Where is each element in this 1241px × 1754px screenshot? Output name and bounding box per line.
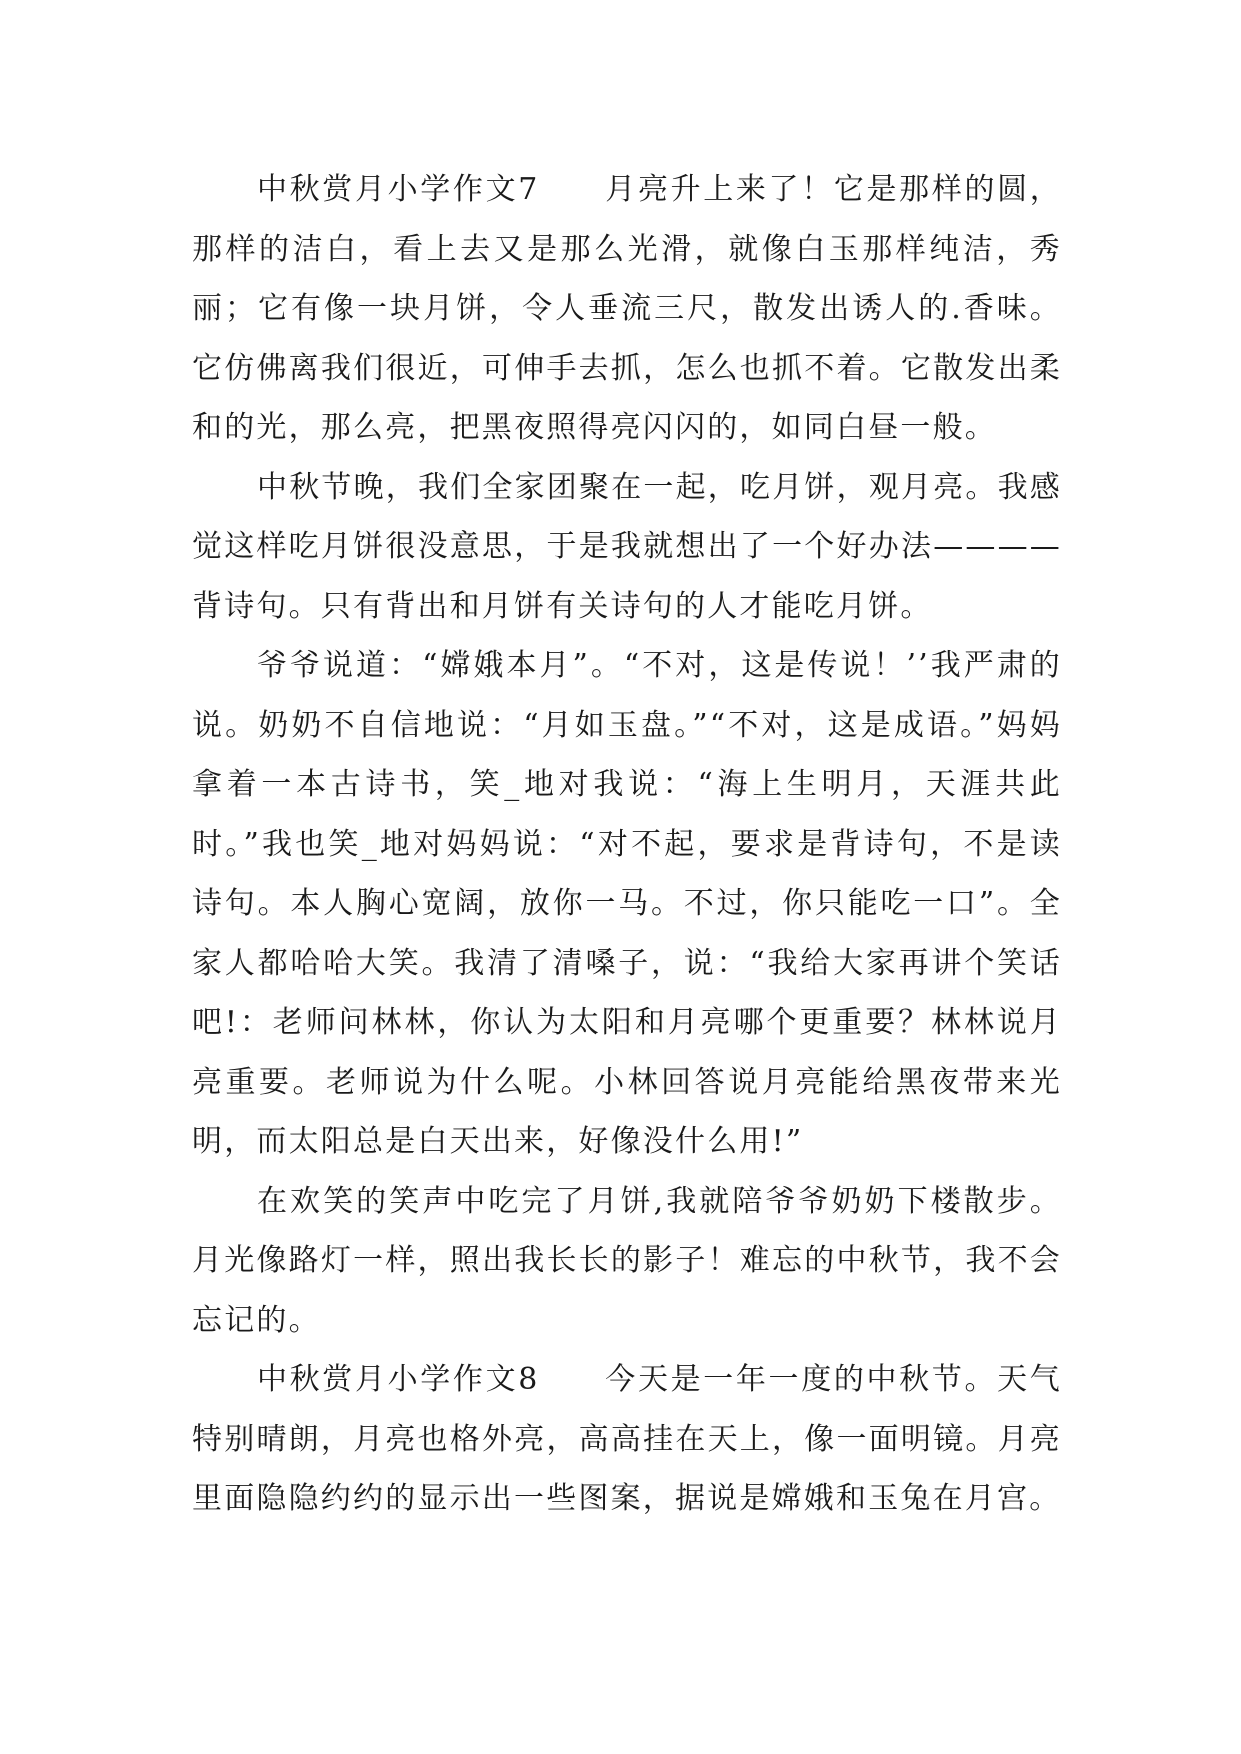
paragraph-evening-walk: 在欢笑的笑声中吃完了月饼,我就陪爷爷奶奶下楼散步。月光像路灯一样，照出我长长的影子！难忘的中秋节，我不会忘记的。	[192, 1183, 1062, 1338]
paragraph-essay7-intro: 中秋赏月小学作文7 月亮升上来了！它是那样的圆，那样的洁白，看上去又是那么光滑，就像白玉那样纯洁，秀丽；它有像一块月饼，令人垂流三尺，散发出诱人的.香味。它仿佛离我们很近，可伸手去抓，怎么也抓不着。它散发出柔和的光，那么亮，把黑夜照得亮闪闪的，如同白昼一般。	[192, 172, 1062, 445]
paragraph-poem-game: 爷爷说道：“嫦娥本月”。“不对，这是传说！’’我严肃的说。奶奶不自信地说：“月如玉盘。”“不对，这是成语。”妈妈拿着一本古诗书，笑_地对我说：“海上生明月，天涯共此时。”我也笑_地对妈妈说：“对不起，要求是背诗句，不是读诗句。本人胸心宽阔，放你一马。不过，你只能吃一口”。全家人都哈哈大笑。我清了清嗓子，说：“我给大家再讲个笑话吧!：老师问林林，你认为太阳和月亮哪个更重要？林林说月亮重要。老师说为什么呢。小林回答说月亮能给黑夜带来光明，而太阳总是白天出来，好像没什么用!”	[192, 648, 1062, 1159]
paragraph-essay8-intro: 中秋赏月小学作文8 今天是一年一度的中秋节。天气特别晴朗，月亮也格外亮，高高挂在天上，像一面明镜。月亮里面隐隐约约的显示出一些图案，据说是嫦娥和玉兔在月宫。	[192, 1362, 1062, 1516]
paragraph-family-gathering: 中秋节晚，我们全家团聚在一起，吃月饼，观月亮。我感觉这样吃月饼很没意思，于是我就想出了一个好办法————背诗句。只有背出和月饼有关诗句的人才能吃月饼。	[192, 469, 1062, 624]
essay-body	[192, 160, 1062, 1529]
